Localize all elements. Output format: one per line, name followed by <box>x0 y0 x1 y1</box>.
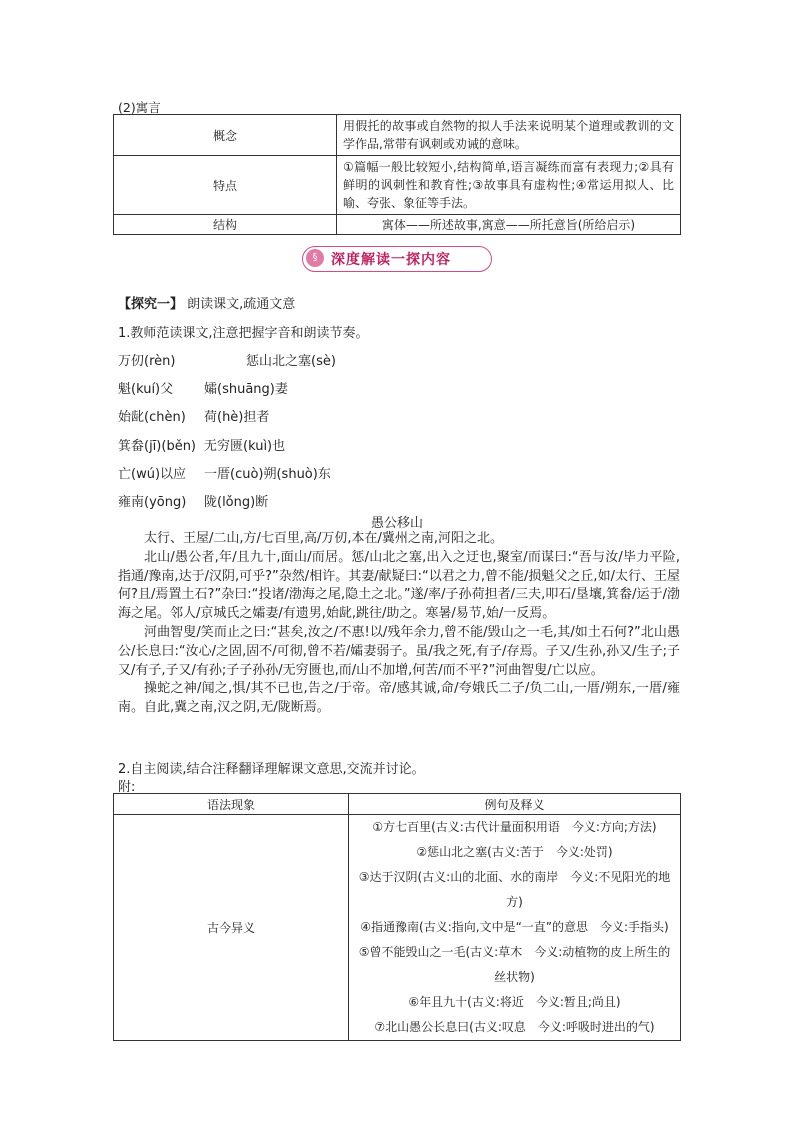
table-cell-value: 用假托的故事或自然物的拟人手法来说明某个道理或教训的文学作品,常带有讽刺或劝诫的意味。 <box>337 115 681 156</box>
text-paragraph: 太行、王屋/二山,方/七百里,高/万仞,本在/冀州之南,河阳之北。 <box>144 531 504 546</box>
step-1-text: 1.教师范读课文,注意把握字音和朗读节奏。 <box>118 326 369 341</box>
step-2-text: 2.自主阅读,结合注释翻译理解课文意思,交流并讨论。 <box>118 762 425 777</box>
column-header: 语法现象 <box>114 794 349 815</box>
pronunciation-item: 无穷匮(kuì)也 <box>204 439 286 454</box>
pronunciation-item: 始龀(chèn) <box>118 410 186 425</box>
pronunciation-item: 荷(hè)担者 <box>204 410 270 425</box>
table-cell-key: 结构 <box>114 215 337 235</box>
appendix-label: 附: <box>118 780 136 795</box>
section-label: (2)寓言 <box>118 100 161 115</box>
column-header: 例句及释义 <box>349 794 681 815</box>
table-cell-key: 概念 <box>114 115 337 156</box>
example-item: ③达于汉阴(古义:山的北面、水的南岸 今义:不见阳光的地方) <box>358 870 671 909</box>
inquiry-title: 朗读课文,疏通文意 <box>187 297 296 312</box>
pronunciation-item: 陇(lǒng)断 <box>204 495 269 510</box>
grammar-category: 古今异义 <box>114 815 349 1041</box>
table-cell-value: ①篇幅一般比较短小,结构简单,语言凝练而富有表现力;②具有鲜明的讽刺性和教育性;③故事具有虚构性;④常运用拟人、比喻、夸张、象征等手法。 <box>337 156 681 215</box>
table-row <box>114 815 681 1041</box>
pronunciation-item: 箕畚(jī)(běn) <box>118 439 197 454</box>
example-list <box>349 815 681 1041</box>
example-item: ⑦北山愚公长息曰(古义:叹息 今义:呼吸时进出的气) <box>374 1020 655 1034</box>
table-row <box>114 156 681 215</box>
section-banner <box>302 246 492 272</box>
inquiry-heading <box>118 293 295 312</box>
example-item: ②惩山北之塞(古义:苦于 今义:处罚) <box>416 845 613 859</box>
book-icon: § <box>306 249 324 267</box>
table-cell-value: 寓体——所述故事,寓意——所托意旨(所给启示) <box>337 215 681 235</box>
pronunciation-item: 惩山北之塞(sè) <box>246 354 336 369</box>
table-cell-key: 特点 <box>114 156 337 215</box>
text-title: 愚公移山 <box>370 516 423 531</box>
example-item: ④指通豫南(古义:指向,文中是“一直”的意思 今义:手指头) <box>360 920 669 934</box>
fable-genre-table <box>113 114 681 235</box>
pronunciation-item: 魁(kuí)父 <box>118 382 174 397</box>
text-paragraph: 河曲智叟/笑而止之曰:“甚矣,汝之/不惠!以/残年余力,曾不能/毁山之一毛,其/如土石何?”北山愚公/长息曰:“汝心/之固,固不/可彻,曾不若/孀妻弱子。虽/我之死,有子/存焉。子又/生孙,孙又/生子;子又/有子,子又/有孙;子子孙孙/无穷匮也,而/山不加增,何苦/而不平?”河曲智叟/亡以应。 <box>118 624 680 678</box>
table-header-row <box>114 794 681 815</box>
pronunciation-item: 孀(shuāng)妻 <box>204 382 288 397</box>
pronunciation-item: 亡(wú)以应 <box>118 467 187 482</box>
example-item: ①方七百里(古义:古代计量面积用语 今义:方向;方法) <box>372 820 657 834</box>
text-paragraph: 北山/愚公者,年/且九十,面山/而居。惩/山北之塞,出入之迂也,聚室/而谋曰:“吾与汝/毕力平险,指通/豫南,达于/汉阴,可乎?”杂然/相许。其妻/献疑曰:“以君之力,曾不能/损魁父之丘,如/太行、王屋何?且/焉置土石?”杂曰:“投诸/渤海之尾,隐土之北。”遂/率/子孙荷担者/三夫,叩石/垦壤,箕畚/运于/渤海之尾。邻人/京城氏之孀妻/有遗男,始龀,跳往/助之。寒暑/易节,始/一反焉。 <box>118 549 680 622</box>
pronunciation-item: 雍南(yōng) <box>118 495 187 510</box>
table-row <box>114 215 681 235</box>
pronunciation-item: 一厝(cuò)朔(shuò)东 <box>204 467 331 482</box>
text-paragraph: 操蛇之神/闻之,惧/其不已也,告之/于帝。帝/感其诚,命/夸娥氏二子/负二山,一厝/朔东,一厝/雍南。自此,冀之南,汉之阴,无/陇断焉。 <box>118 681 680 716</box>
classical-text-body <box>118 530 680 718</box>
banner-title: 深度解读一探内容 <box>331 252 451 268</box>
table-row <box>114 115 681 156</box>
example-item: ⑥年且九十(古义:将近 今义:暂且;尚且) <box>408 995 621 1009</box>
inquiry-tag: 【探究一】 <box>118 297 184 312</box>
example-item: ⑤曾不能毁山之一毛(古义:草木 今义:动植物的皮上所生的丝状物) <box>358 945 671 984</box>
pronunciation-item: 万仞(rèn) <box>118 354 176 369</box>
grammar-table <box>113 793 681 1041</box>
